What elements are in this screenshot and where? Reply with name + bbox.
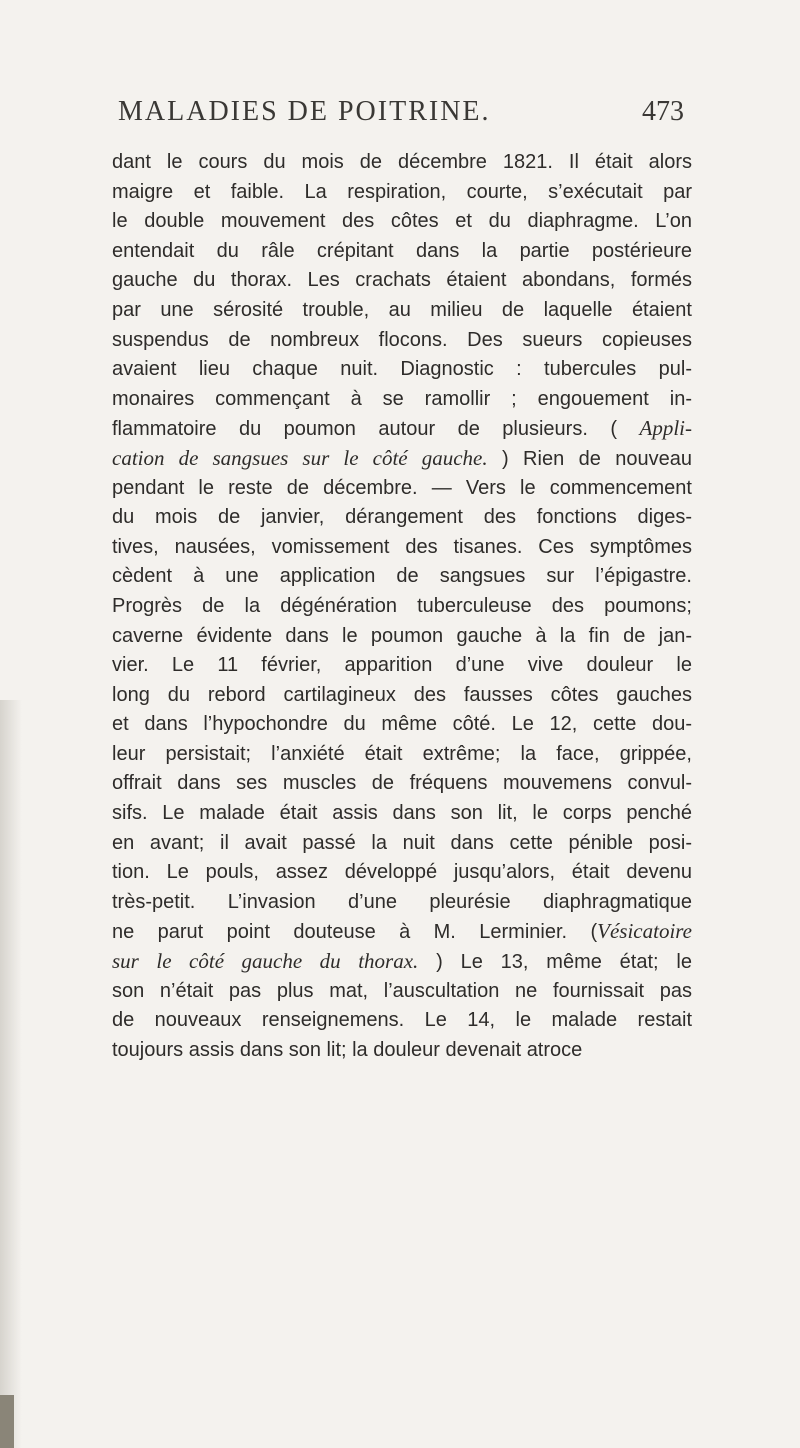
text-line	[112, 237, 692, 267]
text-line	[112, 917, 692, 947]
text-line	[112, 651, 692, 681]
text-line	[112, 296, 692, 326]
text-segment: caverne évidente dans le poumon gauche à la fin de jan-	[112, 624, 692, 647]
text-line	[112, 207, 692, 237]
text-line	[112, 355, 692, 385]
text-segment: monaires commençant à se ramollir ; engouement in-	[112, 387, 692, 410]
text-segment: son n’était pas plus mat, l’auscultation ne fournissait pas	[112, 979, 692, 1002]
text-segment: ne parut point douteuse à M. Lerminier. (	[112, 921, 598, 944]
text-line	[112, 562, 692, 592]
text-line	[112, 740, 692, 770]
text-segment: maigre et faible. La respiration, courte, s’exécutait par	[112, 180, 692, 203]
text-line	[112, 533, 692, 563]
text-segment: Progrès de la dégénération tuberculeuse des poumons;	[112, 594, 692, 617]
text-line	[112, 592, 692, 622]
text-line	[112, 385, 692, 415]
italic-segment: Appli-	[639, 416, 692, 441]
running-head: MALADIES DE POITRINE.	[118, 96, 491, 127]
text-segment: flammatoire du poumon autour de plusieurs. (	[112, 418, 640, 441]
text-line	[112, 681, 692, 711]
text-segment: pendant le reste de décembre. — Vers le commencement	[112, 476, 692, 499]
text-line	[112, 888, 692, 918]
text-line	[112, 326, 692, 356]
text-segment: leur persistait; l’anxiété était extrême; la face, grippée,	[112, 742, 692, 765]
text-segment: du mois de janvier, dérangement des fonctions diges-	[112, 506, 692, 529]
text-line	[112, 266, 692, 296]
text-segment: gauche du thorax. Les crachats étaient abondans, formés	[112, 269, 692, 292]
text-line	[112, 829, 692, 859]
text-segment: de nouveaux renseignemens. Le 14, le malade restait	[112, 1009, 692, 1032]
text-segment: et dans l’hypochondre du même côté. Le 12, cette dou-	[112, 713, 692, 736]
text-line	[112, 947, 692, 977]
italic-segment: cation de sangsues sur le côté gauche.	[112, 445, 488, 470]
text-line	[112, 858, 692, 888]
text-segment: le double mouvement des côtes et du diaphragme. L’on	[112, 210, 692, 233]
text-segment: dant le cours du mois de décembre 1821. Il était alors	[112, 151, 692, 173]
text-segment: toujours assis dans son lit; la douleur devenait atroce	[112, 1038, 583, 1061]
text-line	[112, 710, 692, 740]
text-segment: vier. Le 11 février, apparition d’une vive douleur le	[112, 654, 692, 677]
italic-segment: sur le côté gauche du thorax.	[112, 949, 419, 974]
text-segment: sifs. Le malade était assis dans son lit, le corps penché	[112, 802, 692, 825]
italic-segment: Vésicatoire	[597, 919, 692, 944]
text-segment: entendait du râle crépitant dans la partie postérieure	[112, 239, 692, 262]
text-segment: ) Le 13, même état; le	[418, 951, 692, 974]
text-line	[112, 148, 692, 178]
text-line	[112, 503, 692, 533]
text-segment: offrait dans ses muscles de fréquens mouvemens convul-	[112, 772, 692, 795]
text-segment: tion. Le pouls, assez développé jusqu’alors, était devenu	[112, 861, 692, 884]
page-edge-shadow	[0, 700, 22, 1448]
text-line	[112, 1006, 692, 1036]
text-line	[112, 622, 692, 652]
text-line	[112, 769, 692, 799]
text-segment: par une sérosité trouble, au milieu de laquelle étaient	[112, 298, 692, 321]
text-segment: très-petit. L’invasion d’une pleurésie diaphragmatique	[112, 890, 692, 913]
text-segment: suspendus de nombreux flocons. Des sueurs copieuses	[112, 328, 692, 351]
text-line	[112, 474, 692, 504]
page-edge-binding	[0, 1395, 14, 1448]
text-line	[112, 799, 692, 829]
text-segment: cèdent à une application de sangsues sur l’épigastre.	[112, 565, 692, 588]
page-header	[118, 96, 684, 136]
text-line	[112, 414, 692, 444]
text-segment: tives, nausées, vomissement des tisanes. Ces symptômes	[112, 535, 692, 558]
text-line	[112, 178, 692, 208]
text-line	[112, 977, 692, 1007]
text-line	[112, 444, 692, 474]
text-segment: en avant; il avait passé la nuit dans cette pénible posi-	[112, 831, 692, 854]
text-line	[112, 1036, 692, 1066]
text-segment: ) Rien de nouveau	[487, 447, 692, 470]
text-segment: avaient lieu chaque nuit. Diagnostic : tubercules pul-	[112, 358, 692, 381]
text-segment: long du rebord cartilagineux des fausses côtes gauches	[112, 683, 692, 706]
body-text	[112, 148, 692, 1065]
page-number: 473	[642, 96, 684, 127]
